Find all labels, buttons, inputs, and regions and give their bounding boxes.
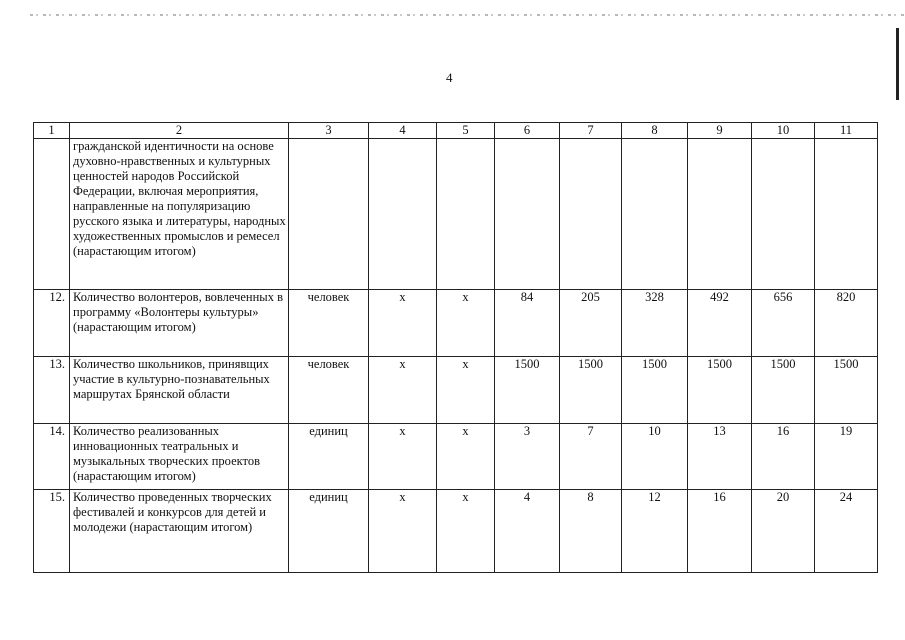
value-cell: 1500 xyxy=(495,357,560,424)
col5-cell: х xyxy=(437,357,495,424)
value-cell: 24 xyxy=(815,490,878,573)
scan-artifact-top xyxy=(30,14,905,16)
unit-cell xyxy=(289,139,369,290)
header-cell: 10 xyxy=(752,123,815,139)
value-cell: 328 xyxy=(622,290,688,357)
value-cell xyxy=(622,139,688,290)
value-cell: 12 xyxy=(622,490,688,573)
table-row xyxy=(34,290,878,357)
value-cell xyxy=(560,139,622,290)
page-number: 4 xyxy=(446,70,453,85)
value-cell xyxy=(495,139,560,290)
value-cell: 820 xyxy=(815,290,878,357)
value-cell: 20 xyxy=(752,490,815,573)
value-cell: 1500 xyxy=(752,357,815,424)
col4-cell: х xyxy=(369,357,437,424)
value-cell: 1500 xyxy=(622,357,688,424)
value-cell: 4 xyxy=(495,490,560,573)
header-cell: 5 xyxy=(437,123,495,139)
unit-cell: единиц xyxy=(289,490,369,573)
indicator-name: Количество проведенных творческих фестивалей и конкурсов для детей и молодежи (нарастающим итогом) xyxy=(70,490,289,573)
col5-cell: х xyxy=(437,290,495,357)
header-cell: 6 xyxy=(495,123,560,139)
value-cell: 1500 xyxy=(815,357,878,424)
table-header-row xyxy=(34,123,878,139)
col4-cell: х xyxy=(369,424,437,490)
value-cell: 205 xyxy=(560,290,622,357)
indicator-name: Количество школьников, принявщих участие в культурно-познавательных маршрутах Брянской области xyxy=(70,357,289,424)
value-cell: 16 xyxy=(688,490,752,573)
value-cell: 492 xyxy=(688,290,752,357)
col4-cell: х xyxy=(369,490,437,573)
value-cell: 13 xyxy=(688,424,752,490)
unit-cell: человек xyxy=(289,290,369,357)
row-number: 15. xyxy=(34,490,70,573)
col5-cell xyxy=(437,139,495,290)
value-cell: 10 xyxy=(622,424,688,490)
value-cell xyxy=(815,139,878,290)
value-cell: 656 xyxy=(752,290,815,357)
row-number xyxy=(34,139,70,290)
col4-cell xyxy=(369,139,437,290)
unit-cell: единиц xyxy=(289,424,369,490)
value-cell: 1500 xyxy=(560,357,622,424)
col5-cell: х xyxy=(437,490,495,573)
unit-cell: человек xyxy=(289,357,369,424)
indicator-name: Количество волонтеров, вовлеченных в программу «Волонтеры культуры» (нарастающим итогом) xyxy=(70,290,289,357)
value-cell xyxy=(752,139,815,290)
value-cell: 8 xyxy=(560,490,622,573)
value-cell: 7 xyxy=(560,424,622,490)
col4-cell: х xyxy=(369,290,437,357)
value-cell: 19 xyxy=(815,424,878,490)
indicator-name: Количество реализованных инновационных театральных и музыкальных творческих проектов (нарастающим итогом) xyxy=(70,424,289,490)
indicator-name: гражданской идентичности на основе духовно-нравственных и культурных ценностей народов Российской Федерации, включая мероприятия, направленные на популяризацию русского языка и литературы, народных художественных промыслов и ремесел (нарастающим итогом) xyxy=(70,139,289,290)
header-cell: 11 xyxy=(815,123,878,139)
header-cell: 4 xyxy=(369,123,437,139)
header-cell: 7 xyxy=(560,123,622,139)
header-cell: 8 xyxy=(622,123,688,139)
value-cell: 3 xyxy=(495,424,560,490)
table-row xyxy=(34,424,878,490)
row-number: 12. xyxy=(34,290,70,357)
header-cell: 1 xyxy=(34,123,70,139)
indicators-table xyxy=(33,122,878,573)
table-row xyxy=(34,357,878,424)
value-cell: 1500 xyxy=(688,357,752,424)
col5-cell: х xyxy=(437,424,495,490)
row-number: 13. xyxy=(34,357,70,424)
value-cell: 16 xyxy=(752,424,815,490)
table-row xyxy=(34,139,878,290)
header-cell: 3 xyxy=(289,123,369,139)
header-cell: 9 xyxy=(688,123,752,139)
header-cell: 2 xyxy=(70,123,289,139)
value-cell: 84 xyxy=(495,290,560,357)
scan-artifact-edge xyxy=(896,28,899,100)
row-number: 14. xyxy=(34,424,70,490)
table-row xyxy=(34,490,878,573)
value-cell xyxy=(688,139,752,290)
